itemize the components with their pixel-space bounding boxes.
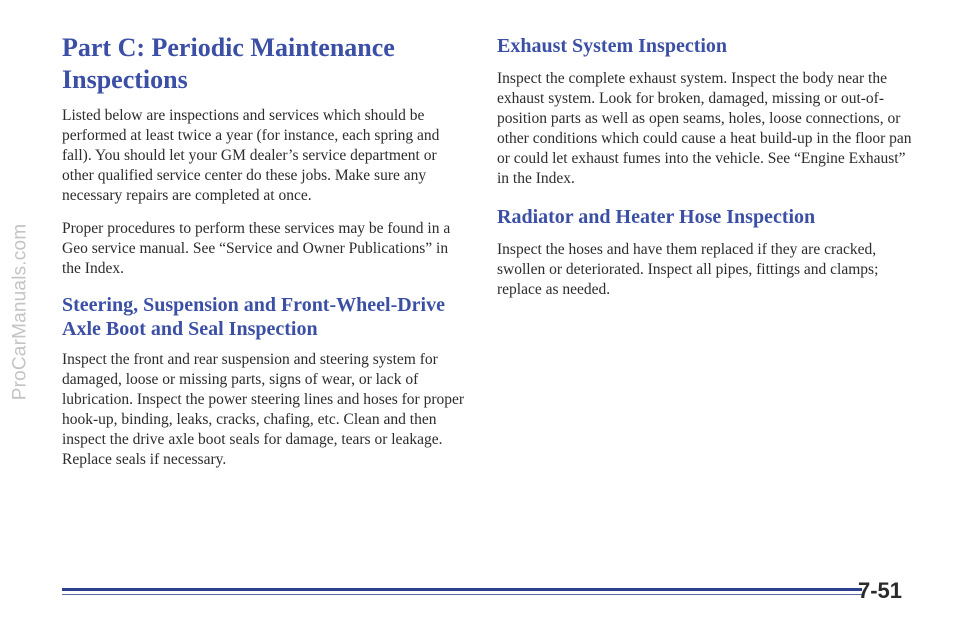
steering-body: Inspect the front and rear suspension and steering system for damaged, loose or missing parts, signs of wear, or lack of lubrication. Inspect the power steering lines and hoses for proper hook-up, binding, leaks, cracks, chafing, etc. Clean and then inspect the drive axle boot seals for damage, tears or leakage. Replace seals if necessary. bbox=[62, 351, 465, 468]
section-title: Part C: Periodic Maintenance Inspections bbox=[62, 33, 395, 94]
intro-paragraph-1: Listed below are inspections and services which should be performed at least twice a year (for instance, each spring and fall). You should let your GM dealer’s service department or other qualified service center do these jobs. Make sure any necessary repairs are completed at once. bbox=[62, 107, 440, 204]
intro-paragraph-2: Proper procedures to perform these services may be found in a Geo service manual. See “Service and Owner Publications” in the Index. bbox=[62, 220, 451, 277]
footer-rule bbox=[62, 586, 862, 600]
footer-rule-thin bbox=[62, 594, 862, 595]
left-column bbox=[62, 32, 467, 483]
exhaust-heading: Exhaust System Inspection bbox=[497, 35, 728, 57]
watermark bbox=[2, 0, 38, 624]
steering-heading: Steering, Suspension and Front-Wheel-Drive Axle Boot and Seal Inspection bbox=[62, 294, 445, 340]
radiator-body: Inspect the hoses and have them replaced if they are cracked, swollen or deteriorated. Inspect all pipes, fittings and clamps; replace as needed. bbox=[497, 241, 879, 298]
radiator-heading: Radiator and Heater Hose Inspection bbox=[497, 206, 816, 228]
right-column bbox=[497, 32, 912, 316]
exhaust-body: Inspect the complete exhaust system. Inspect the body near the exhaust system. Look for broken, damaged, missing or out-of-position parts as well as open seams, holes, loose connections, or other conditions which could cause a heat build-up in the floor pan or could let exhaust fumes into the vehicle. See “Engine Exhaust” in the Index. bbox=[497, 70, 912, 187]
watermark-text: ProCarManuals.com bbox=[9, 223, 31, 401]
footer-rule-thick bbox=[62, 588, 862, 591]
page-number: 7-51 bbox=[858, 578, 903, 603]
